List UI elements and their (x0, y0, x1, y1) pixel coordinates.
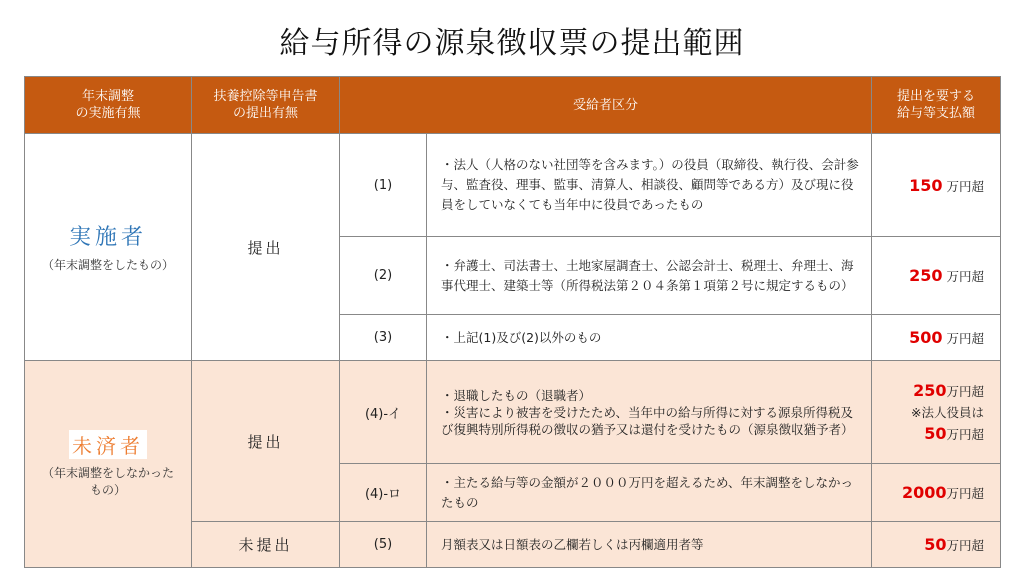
status-implemented-note: （年末調整をしたもの） (41, 258, 174, 272)
row-description: ・主たる給与等の金額が２０００万円を超えるため、年末調整をしなかったもの (427, 464, 872, 522)
row-number: (1) (340, 134, 427, 237)
row-amount: 50万円超 (872, 522, 1001, 568)
row-amount: 150 万円超 (872, 134, 1001, 237)
row-description: ・上記(1)及び(2)以外のもの (427, 315, 872, 361)
submission-not-done: 提出 (192, 361, 340, 522)
header-year-end-adjustment: 年末調整 の実施有無 (25, 77, 192, 134)
row-number: (4)-ロ (340, 464, 427, 522)
submission-scope-table (24, 76, 1001, 568)
row-amount: 500 万円超 (872, 315, 1001, 361)
submission-implemented: 提出 (192, 134, 340, 361)
page-title: 給与所得の源泉徴収票の提出範囲 (279, 26, 745, 61)
row-number: (3) (340, 315, 427, 361)
row-description: 月額表又は日額表の乙欄若しくは丙欄適用者等 (427, 522, 872, 568)
header-declaration-submission: 扶養控除等申告書 の提出有無 (192, 77, 340, 134)
status-not-done-label: 未済者 (69, 430, 147, 459)
header-payment-amount: 提出を要する 給与等支払額 (872, 77, 1001, 134)
status-not-done (25, 361, 192, 568)
submission-none: 未提出 (192, 522, 340, 568)
table-row (25, 134, 1001, 237)
row-number: (2) (340, 237, 427, 315)
table-header-row (25, 77, 1001, 134)
row-description: ・法人（人格のない社団等を含みます。）の役員（取締役、執行役、会計参与、監査役、理事、監事、清算人、相談役、顧問等である方）及び現に役員をしていなくても当年中に役員であったもの (427, 134, 872, 237)
status-implemented-label: 実施者 (68, 225, 147, 250)
row-amount: 250万円超 ※法人役員は 50万円超 (872, 361, 1001, 464)
row-amount: 250 万円超 (872, 237, 1001, 315)
row-description: ・退職したもの（退職者） ・災害により被害を受けたため、当年中の給与所得に対する源泉所得税及び復興特別所得税の徴収の猶予又は還付を受けたもの（源泉徴収猶予者） (427, 361, 872, 464)
status-not-done-note: （年末調整をしなかったもの） (41, 465, 174, 497)
header-recipient-category: 受給者区分 (340, 77, 872, 134)
row-number: (5) (340, 522, 427, 568)
row-amount: 2000万円超 (872, 464, 1001, 522)
table-row (25, 361, 1001, 464)
status-implemented (25, 134, 192, 361)
row-description: ・弁護士、司法書士、土地家屋調査士、公認会計士、税理士、弁理士、海事代理士、建築士等（所得税法第２０４条第１項第２号に規定するもの） (427, 237, 872, 315)
row-number: (4)-イ (340, 361, 427, 464)
